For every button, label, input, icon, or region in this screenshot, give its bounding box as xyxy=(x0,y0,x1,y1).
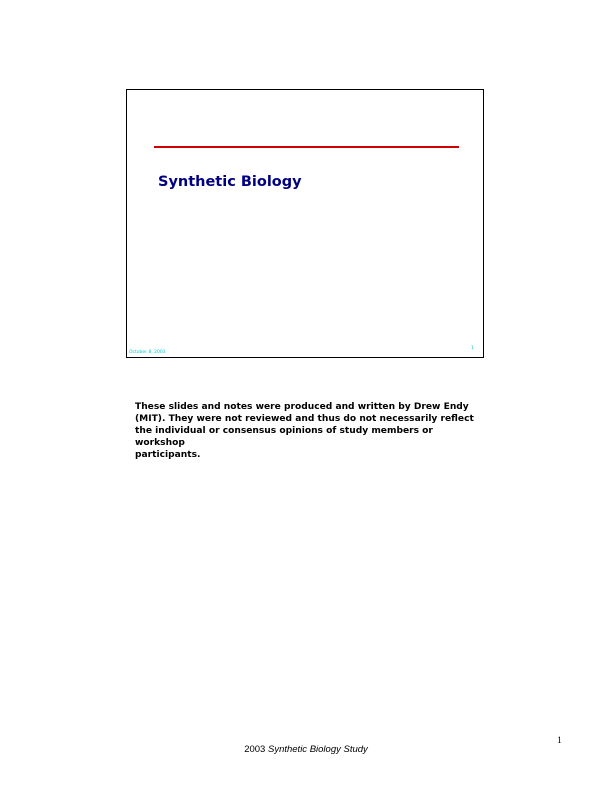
slide-title: Synthetic Biology xyxy=(158,174,302,190)
notes-line: participants. xyxy=(135,450,201,460)
title-divider-line xyxy=(154,146,459,148)
notes-line: These slides and notes were produced and written by Drew Endy xyxy=(135,402,469,412)
slide-thumbnail xyxy=(126,89,484,358)
page-footer xyxy=(0,744,612,755)
notes-line: the individual or consensus opinions of study members or workshop xyxy=(135,426,433,448)
speaker-notes xyxy=(135,401,485,461)
slide-footer-date: October 8, 2003 xyxy=(129,350,166,355)
footer-study-title: Synthetic Biology Study xyxy=(267,744,368,755)
page-number: 1 xyxy=(557,736,562,746)
footer-year: 2003 xyxy=(244,744,266,755)
slide-number: 1 xyxy=(471,346,474,351)
notes-line: (MIT). They were not reviewed and thus do not necessarily reflect xyxy=(135,414,474,424)
